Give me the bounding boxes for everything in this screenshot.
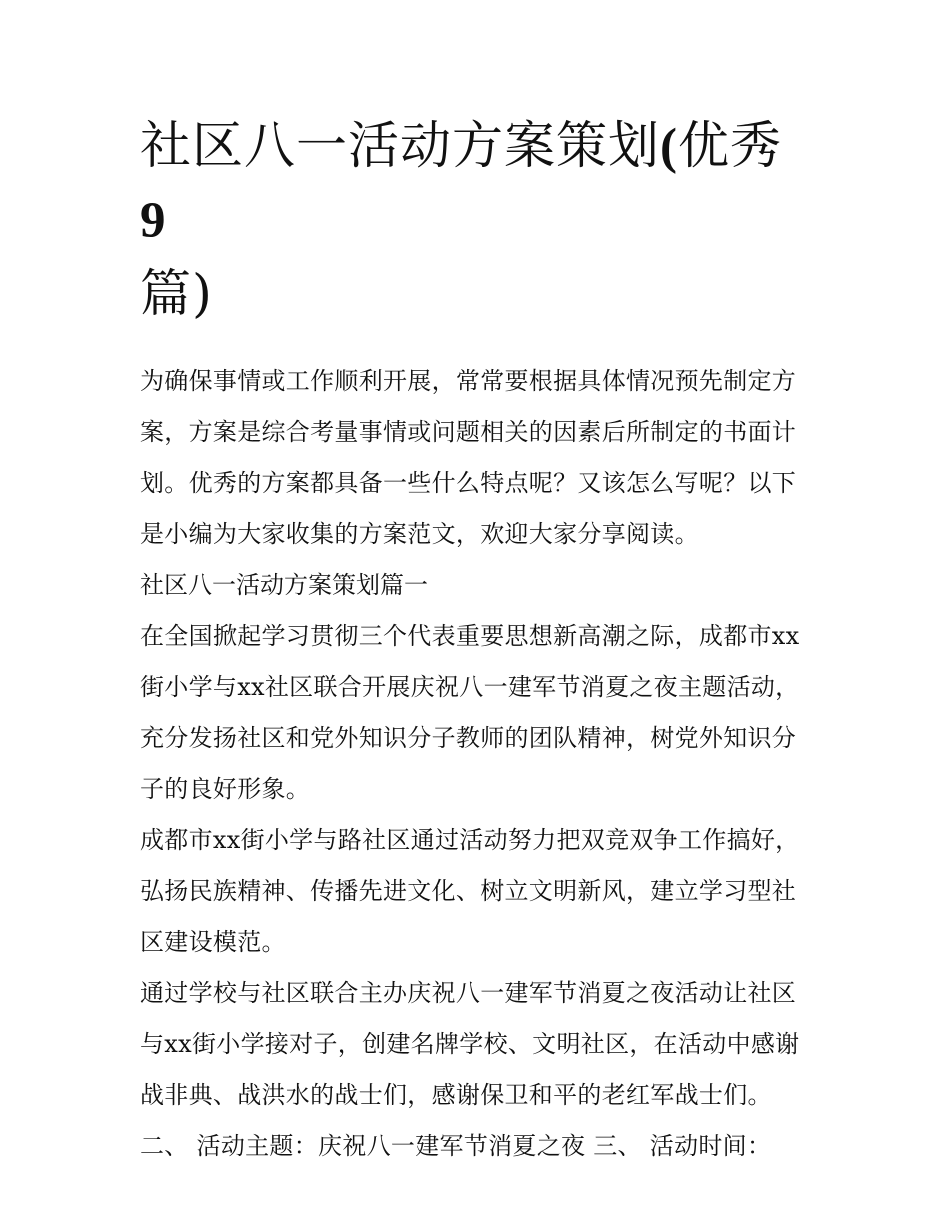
body-paragraph-2: 成都市xx街小学与路社区通过活动努力把双竞双争工作搞好，弘扬民族精神、传播先进文化、树立文明新风，建立学习型社区建设模范。 bbox=[140, 826, 800, 956]
intro-paragraph: 为确保事情或工作顺利开展，常常要根据具体情况预先制定方案，方案是综合考量事情或问题相关的因素后所制定的书面计划。优秀的方案都具备一些什么特点呢？又该怎么写呢？以下是小编为大家收集的方案范文，欢迎大家分享阅读。 bbox=[140, 367, 797, 548]
document-title bbox=[140, 110, 812, 332]
document-page bbox=[140, 110, 812, 1172]
title-paren-open: ( bbox=[660, 119, 678, 175]
title-main: 社区八一活动方案策划 bbox=[140, 117, 661, 176]
title-number: 9 bbox=[140, 193, 167, 249]
title-tail: 优秀 bbox=[678, 117, 783, 176]
section-heading: 社区八一活动方案策划篇一 bbox=[140, 571, 428, 599]
body-paragraph-1: 在全国掀起学习贯彻三个代表重要思想新高潮之际，成都市xx街小学与xx社区联合开展庆祝八一建军节消夏之夜主题活动，充分发扬社区和党外知识分子教师的团队精神，树党外知识分子的良好形象。 bbox=[140, 622, 800, 803]
body-paragraph-4: 二、 活动主题：庆祝八一建军节消夏之夜 三、 活动时间： bbox=[140, 1132, 772, 1160]
body-paragraph-3: 通过学校与社区联合主办庆祝八一建军节消夏之夜活动让社区与xx街小学接对子，创建名牌学校、文明社区，在活动中感谢战非典、战洪水的战士们，感谢保卫和平的老红军战士们。 bbox=[140, 979, 800, 1109]
title-last: 篇) bbox=[140, 265, 213, 324]
